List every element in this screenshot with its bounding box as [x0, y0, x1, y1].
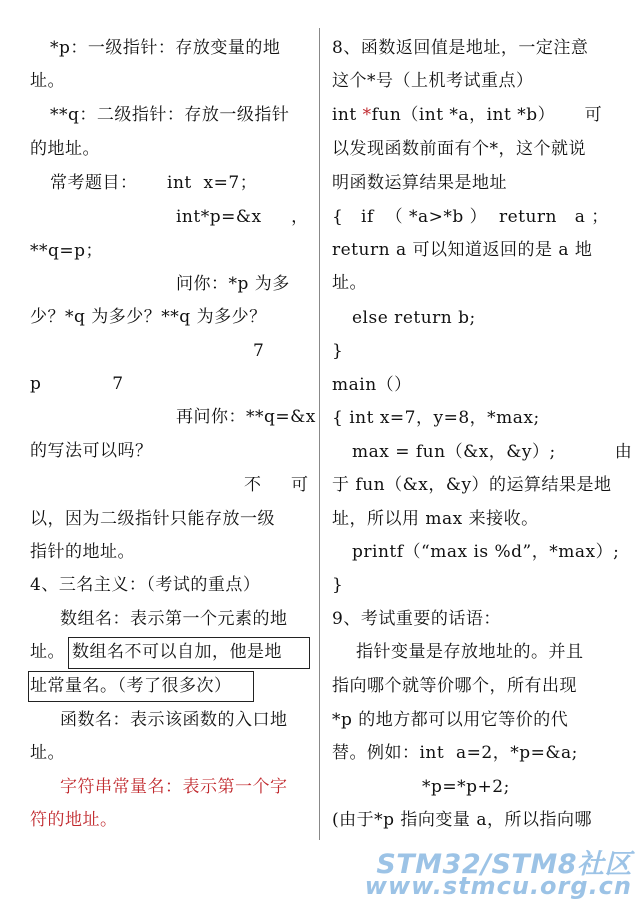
text-line: int*p=&x ， — [176, 207, 309, 227]
text-line: 再问你：**q=&x — [176, 407, 316, 427]
text-line: 的地址。 — [30, 139, 100, 159]
code-line — [332, 104, 602, 126]
text-line: 替。例如：int a=2，*p=&a; — [332, 743, 578, 763]
code-star: * — [362, 105, 372, 125]
text-line: return a 可以知道返回的是 a 地 — [332, 240, 593, 260]
text-line: 数组名：表示第一个元素的地 — [60, 609, 288, 629]
text-line: *p 的地方都可以用它等价的代 — [332, 710, 569, 730]
section-heading: 8、函数返回值是地址，一定注意 — [332, 38, 589, 58]
text-line: 指针变量是存放地址的。并且 — [356, 642, 584, 662]
code-line: } — [332, 341, 344, 361]
text-line: p 7 — [30, 374, 124, 394]
text-line: 址。 — [30, 71, 65, 91]
text-line: 函数名：表示该函数的入口地 — [60, 710, 288, 730]
code-line: { if （ *a>*b ） return a ； — [332, 207, 609, 227]
text-line: 址。 — [30, 642, 65, 662]
code-line: else return b; — [352, 308, 476, 328]
code-line: } — [332, 575, 344, 595]
text-line: 以，因为二级指针只能存放一级 — [30, 509, 275, 529]
code-line: max = fun（&x，&y）; 由 — [352, 442, 633, 462]
section-heading: 4、三名主义：（考试的重点） — [30, 575, 261, 595]
code-fragment: fun（int *a，int *b） 可 — [371, 105, 603, 125]
watermark-title: STM32/STM8社区 — [376, 849, 632, 880]
code-fragment: int — [332, 105, 363, 125]
code-line: main（） — [332, 375, 412, 395]
text-line: 这个*号（上机考试重点） — [332, 71, 534, 91]
text-line: 于 fun（&x，&y）的运算结果是地 — [332, 475, 612, 495]
text-line: 7 — [253, 341, 265, 361]
text-line: **q：二级指针：存放一级指针 — [50, 105, 290, 125]
text-line: **q=p； — [30, 241, 104, 261]
boxed-note-text: 址常量名。（考了很多次） — [30, 676, 232, 696]
text-line: 址，所以用 max 来接收。 — [332, 509, 539, 529]
text-line: 指针的地址。 — [30, 542, 135, 562]
text-line: 明函数运算结果是地址 — [332, 173, 507, 193]
text-line: 不 可 — [244, 475, 309, 495]
boxed-note-text: 数组名不可以自加，他是地 — [72, 642, 282, 662]
text-line: 址。 — [30, 743, 65, 763]
text-line: (由于*p 指向变量 a，所以指向哪 — [332, 810, 592, 830]
section-heading: 9、考试重要的话语： — [332, 609, 501, 629]
text-line: 问你：*p 为多 — [176, 274, 290, 294]
text-line: 址。 — [332, 273, 367, 293]
code-line: { int x=7，y=8，*max; — [332, 408, 540, 428]
text-line: *p：一级指针：存放变量的地 — [50, 38, 281, 58]
text-line: 常考题目： int x=7； — [50, 173, 258, 193]
code-line: printf（“max is %d”，*max）; — [352, 542, 620, 562]
watermark-url: www.stmcu.org.cn — [364, 872, 632, 900]
highlight-line: 字符串常量名：表示第一个字 — [60, 777, 288, 797]
column-divider — [319, 28, 320, 840]
text-line: 少？*q 为多少？**q 为多少？ — [30, 307, 267, 327]
text-line: 以发现函数前面有个*，这个就说 — [332, 139, 586, 159]
highlight-line: 符的地址。 — [30, 810, 118, 830]
text-line: 指向哪个就等价哪个，所有出现 — [332, 676, 577, 696]
text-line: 的写法可以吗？ — [30, 441, 153, 461]
code-line: *p=*p+2; — [422, 777, 510, 797]
